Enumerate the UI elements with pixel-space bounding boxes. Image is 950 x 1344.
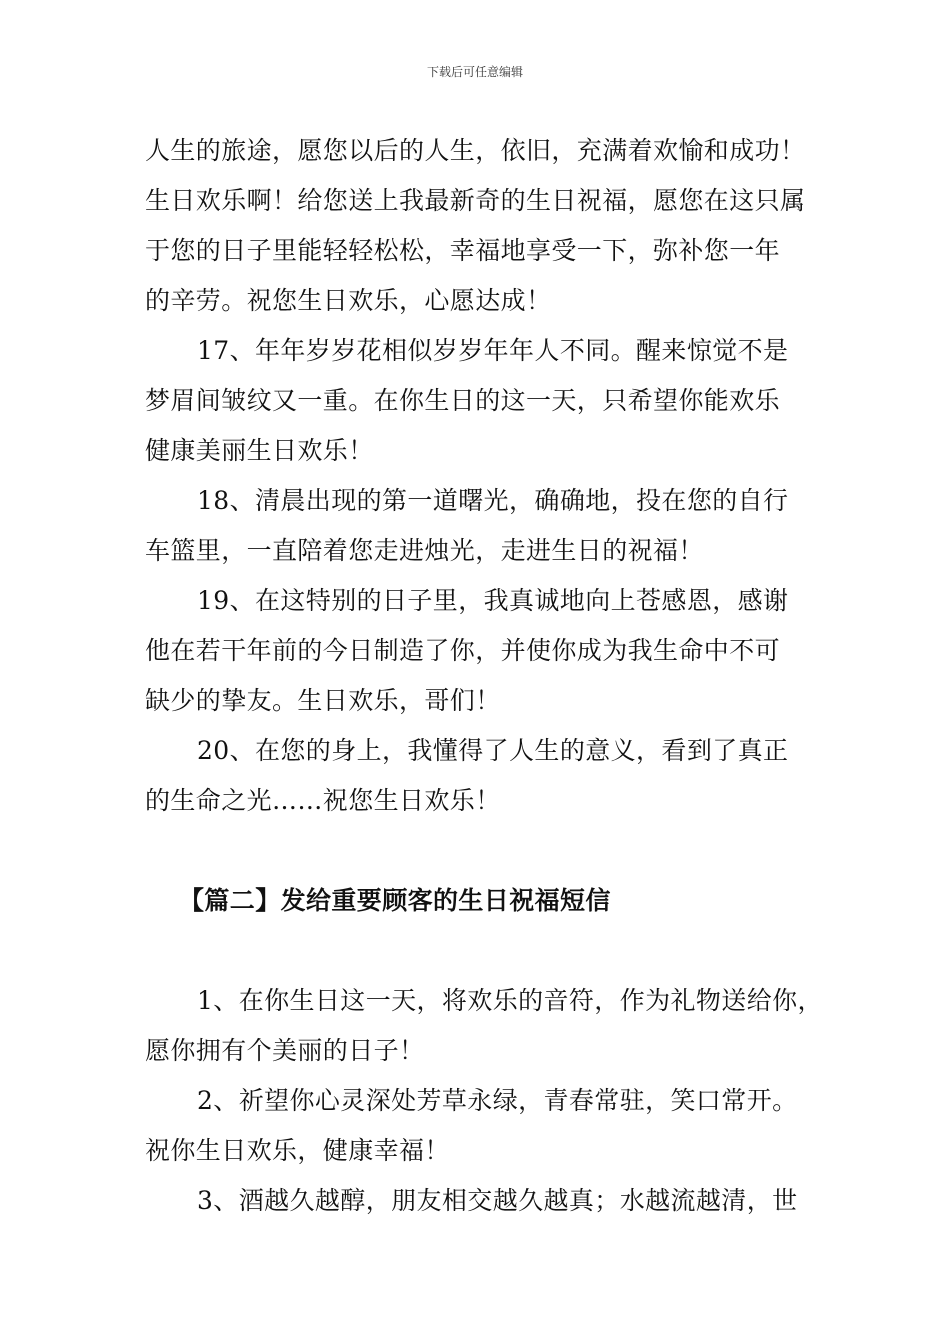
paragraph-item-20 [145, 726, 825, 826]
section-spacer [145, 926, 825, 976]
text-line: 缺少的挚友。生日欢乐，哥们！ [145, 686, 501, 715]
section-one [145, 126, 825, 826]
text-line: 人生的旅途，愿您以后的人生，依旧，充满着欢愉和成功！ [145, 136, 806, 165]
paragraph-item-17 [145, 326, 825, 476]
text-line: 2、祈望你心灵深处芳草永绿，青春常驻，笑口常开。 [197, 1086, 798, 1115]
text-line: 健康美丽生日欢乐！ [145, 436, 374, 465]
text-line: 3、酒越久越醇，朋友相交越久越真；水越流越清，世 [197, 1186, 798, 1215]
paragraph-continuation [145, 126, 825, 326]
text-line: 17、年年岁岁花相似岁岁年年人不同。醒来惊觉不是 [197, 336, 789, 365]
section-heading: 【篇二】发给重要顾客的生日祝福短信 [179, 886, 611, 915]
text-line: 梦眉间皱纹又一重。在你生日的这一天，只希望你能欢乐 [145, 386, 781, 415]
text-line: 19、在这特别的日子里，我真诚地向上苍感恩，感谢 [197, 586, 789, 615]
text-line: 1、在你生日这一天，将欢乐的音符，作为礼物送给你， [197, 986, 823, 1015]
document-body [145, 126, 825, 1226]
text-line: 他在若干年前的今日制造了你，并使你成为我生命中不可 [145, 636, 781, 665]
text-line: 祝你生日欢乐，健康幸福！ [145, 1136, 450, 1165]
paragraph-item-2 [145, 1076, 825, 1176]
text-line: 18、清晨出现的第一道曙光，确确地，投在您的自行 [197, 486, 789, 515]
text-line: 20、在您的身上，我懂得了人生的意义，看到了真正 [197, 736, 789, 765]
paragraph-item-3 [145, 1176, 825, 1226]
text-line: 愿你拥有个美丽的日子！ [145, 1036, 425, 1065]
text-line: 的辛劳。祝您生日欢乐，心愿达成！ [145, 286, 552, 315]
section-two [145, 976, 825, 1226]
paragraph-item-1 [145, 976, 825, 1076]
text-line: 于您的日子里能轻轻松松，幸福地享受一下，弥补您一年 [145, 236, 781, 265]
text-line: 车篮里，一直陪着您走进烛光，走进生日的祝福！ [145, 536, 704, 565]
page-header: 下载后可任意编辑 [426, 65, 523, 79]
text-line: 生日欢乐啊！给您送上我最新奇的生日祝福，愿您在这只属 [145, 186, 806, 215]
paragraph-item-18 [145, 476, 825, 576]
text-line: 的生命之光……祝您生日欢乐！ [145, 786, 501, 815]
section-spacer [145, 826, 825, 876]
paragraph-item-19 [145, 576, 825, 726]
